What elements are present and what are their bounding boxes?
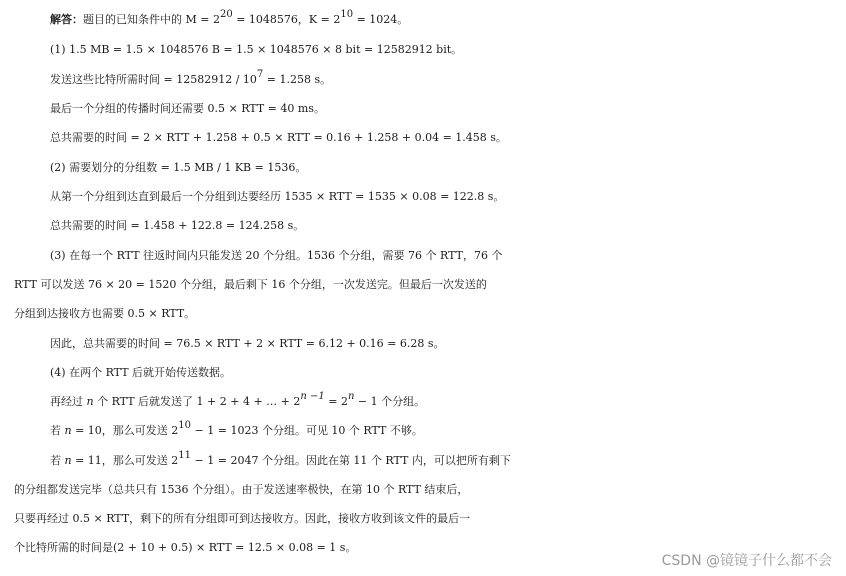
part4-n11-line: 若 n = 11，那么可发送 $2^{11} - 1 = 2047$ 个分组。因此在第 11 个 RTT 内，可以把所有剩下 — [50, 450, 511, 467]
part4-n10-line: 若 n = 10，那么可发送 $2^{10} - 1 = 1023$ 个分组。可见 10 个 RTT 不够。 — [50, 420, 423, 437]
part4-continuation-line: 的分组都发送完毕（总共只有 1536 个分组）。由于发送速率极快，在第 10 个 RTT 结束后， — [14, 483, 469, 496]
csdn-watermark: CSDN @镜镜子什么都不会 — [661, 553, 832, 569]
part1-transmit-time-line: 发送这些比特所需时间 = $12582912 / 10^7 = 1.258$ s。 — [50, 69, 332, 86]
part3-continuation-line: 分组到达接收方也需要 0.5 × RTT。 — [14, 307, 196, 320]
part2-elapsed-line: 从第一个分组到达直到最后一个分组到达要经历 1535 × RTT = 1535 × 0.08 = 122.8 s。 — [50, 190, 505, 203]
part2-packet-count-line: (2) 需要划分的分组数 = 1.5 MB / 1 KB = 1536。 — [50, 161, 307, 174]
part2-total-line: 总共需要的时间 = 1.458 + 122.8 = 124.258 s。 — [50, 219, 305, 232]
part3-continuation-line: RTT 可以发送 76 × 20 = 1520 个分组，最后剩下 16 个分组，一次发送完。但最后一次发送的 — [14, 278, 487, 291]
answer-label: 解答： — [50, 13, 83, 26]
answer-intro-line: 解答：题目的已知条件中的 $M = 2^{20} = 1048576$，$K = 2^{10} = 1024$。 — [50, 9, 409, 26]
part1-size-line: (1) 1.5 MB = 1.5 × 1048576 B = 1.5 × 1048576 × 8 bit = 12582912 bit。 — [50, 43, 463, 56]
part4-intro-line: (4) 在两个 RTT 后就开始传送数据。 — [50, 366, 232, 379]
part1-total-line: 总共需要的时间 = 2 × RTT + 1.258 + 0.5 × RTT = 0.16 + 1.258 + 0.04 = 1.458 s。 — [50, 131, 507, 144]
part4-series-line: 再经过 n 个 RTT 后就发送了 1 + 2 + 4 + … + $2^{n -1} = 2^n - 1$ 个分组。 — [50, 391, 426, 408]
part4-continuation-line: 只要再经过 0.5 × RTT，剩下的所有分组即可到达接收方。因此，接收方收到该文件的最后一 — [14, 512, 471, 525]
part3-intro-line: (3) 在每一个 RTT 往返时间内只能发送 20 个分组。1536 个分组，需要 76 个 RTT，76 个 — [50, 249, 503, 262]
part4-final-line: 个比特所需的时间是(2 + 10 + 0.5) × RTT = 12.5 × 0.08 = 1 s。 — [14, 541, 357, 554]
part1-propagation-line: 最后一个分组的传播时间还需要 0.5 × RTT = 40 ms。 — [50, 102, 325, 115]
part3-total-line: 因此，总共需要的时间 = 76.5 × RTT + 2 × RTT = 6.12 + 0.16 = 6.28 s。 — [50, 337, 445, 350]
